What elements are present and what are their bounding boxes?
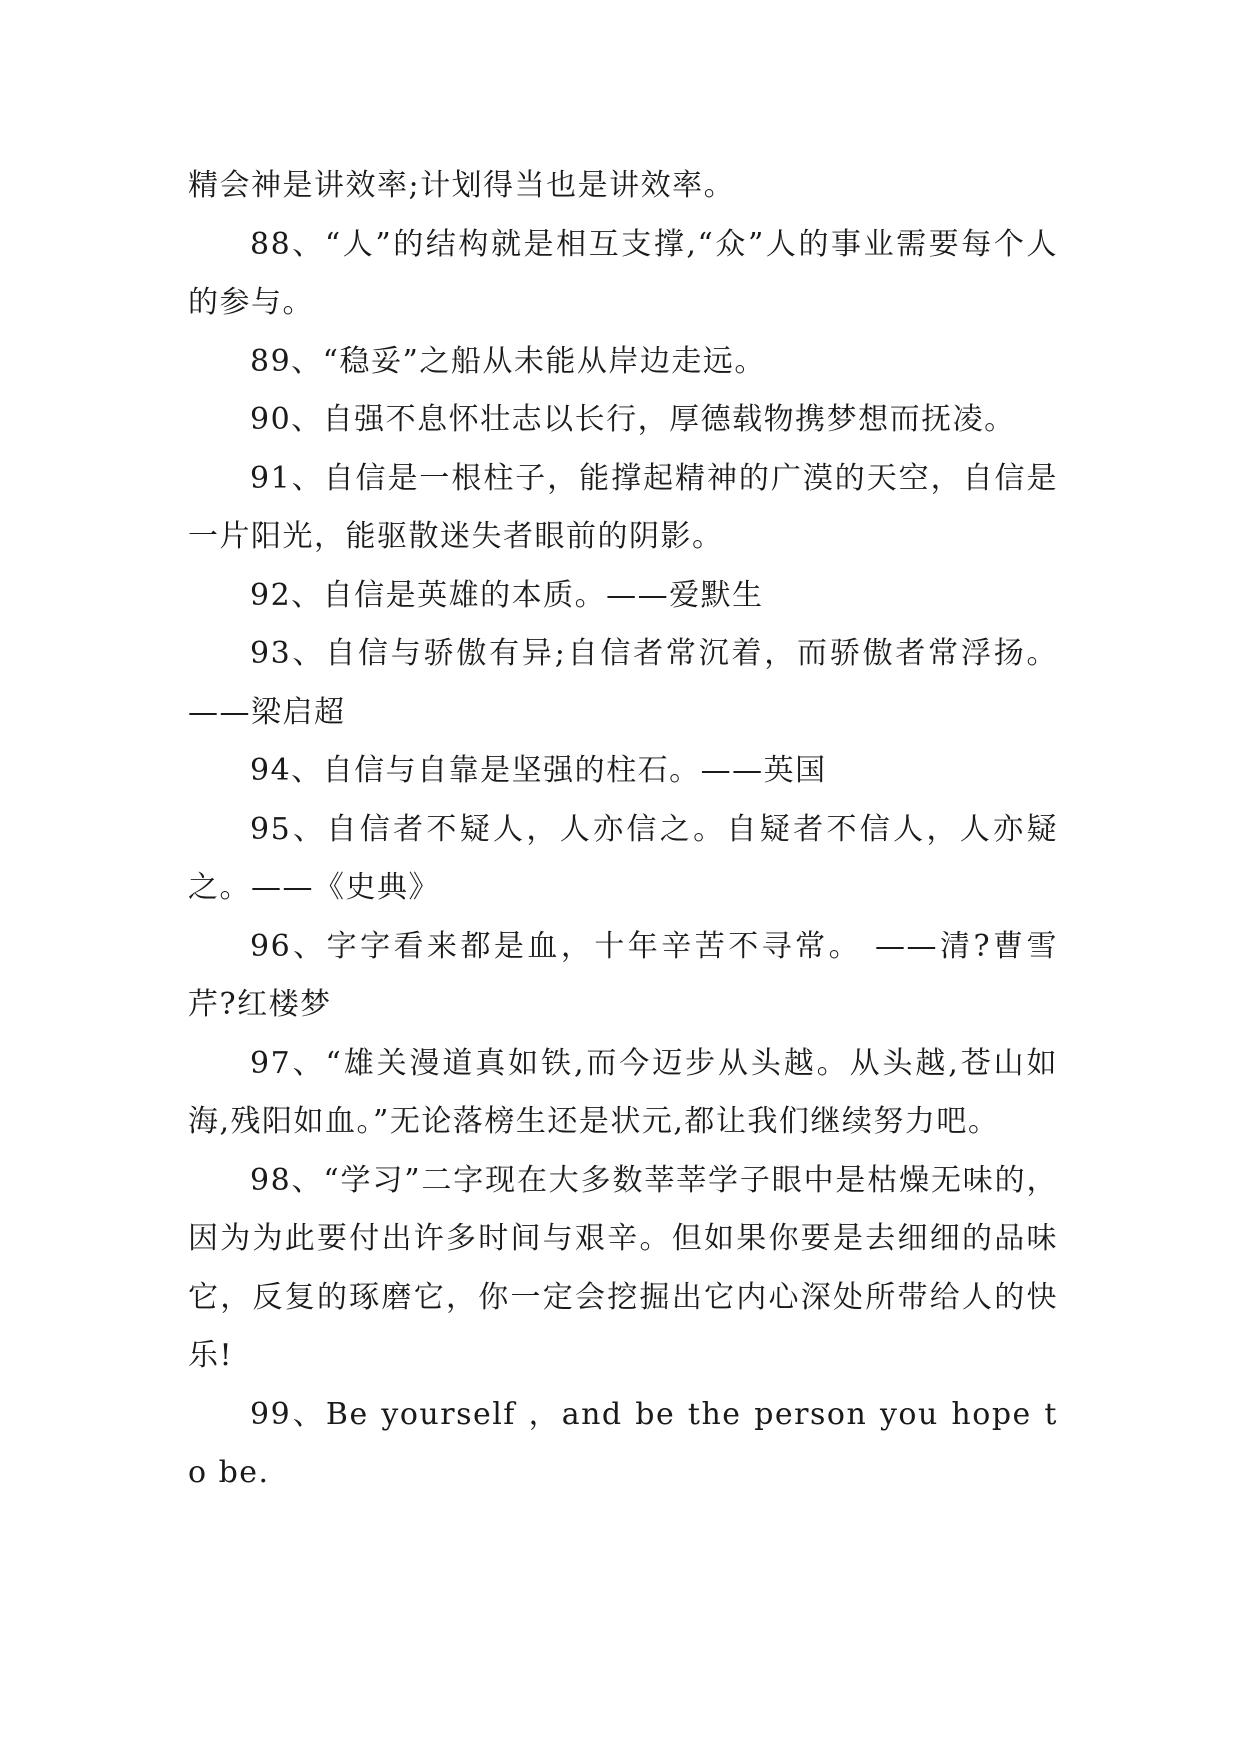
- paragraph-continuation: 精会神是讲效率;计划得当也是讲效率。: [188, 168, 736, 203]
- quote-96: 96、字字看来都是血，十年辛苦不寻常。 ——清?曹雪芹?红楼梦: [188, 928, 1058, 1022]
- quote-92: 92、自信是英雄的本质。——爱默生: [250, 577, 764, 613]
- quote-88: 88、“人”的结构就是相互支撑,“众”人的事业需要每个人的参与。: [188, 226, 1058, 320]
- quote-90: 90、自强不息怀壮志以长行，厚德载物携梦想而抚凌。: [250, 402, 1016, 437]
- quote-89: 89、“稳妥”之船从未能从岸边走远。: [250, 343, 766, 379]
- quote-98: 98、“学习”二字现在大多数莘莘学子眼中是枯燥无味的，因为为此要付出许多时间与艰辛。但如果你要是去细细的品味它，反复的琢磨它，你一定会挖掘出它内心深处所带给人的快乐!: [188, 1162, 1058, 1373]
- quote-95: 95、自信者不疑人，人亦信之。自疑者不信人，人亦疑之。——《史典》: [188, 811, 1058, 905]
- quote-94: 94、自信与自靠是坚强的柱石。——英国: [250, 753, 827, 788]
- quote-93: 93、自信与骄傲有异;自信者常沉着，而骄傲者常浮扬。——梁启超: [188, 636, 1058, 730]
- quote-91: 91、自信是一根柱子，能撑起精神的广漠的天空，自信是一片阳光，能驱散迷失者眼前的阴影。: [188, 460, 1058, 554]
- document-body: [188, 157, 1058, 1503]
- quote-97: 97、“雄关漫道真如铁,而今迈步从头越。从头越,苍山如海,残阳如血。”无论落榜生还是状元,都让我们继续努力吧。: [188, 1045, 1058, 1139]
- quote-99: 99、Be yourself ，and be the person you hope to be.: [188, 1396, 1058, 1490]
